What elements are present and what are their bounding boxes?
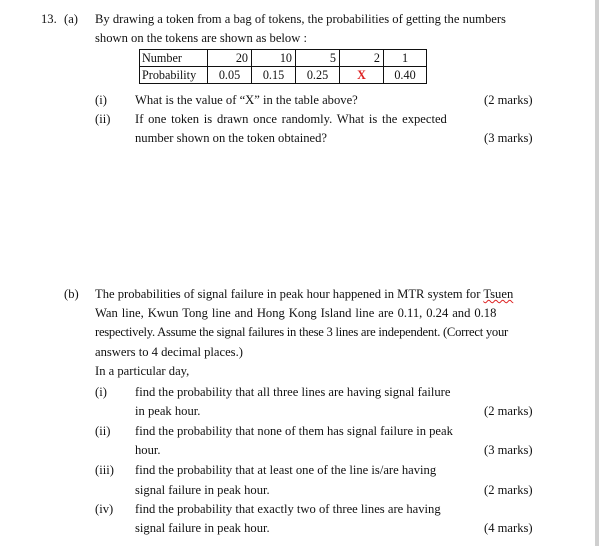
table-cell: 0.05: [208, 67, 252, 84]
part-b-iv-line2: signal failure in peak hour.: [135, 521, 270, 535]
part-b-iii-line1: find the probability that at least one of the line is/are having: [135, 463, 437, 477]
part-a-i-marks: (2 marks): [484, 93, 533, 107]
part-a-intro-line2: shown on the tokens are shown as below :: [95, 31, 307, 45]
table-cell: 5: [296, 50, 340, 67]
part-b-line4: answers to 4 decimal places.): [95, 345, 243, 359]
part-a-i-label: (i): [95, 93, 107, 107]
part-b-iii-marks: (2 marks): [484, 483, 533, 497]
part-b-line2: Wan line, Kwun Tong line and Hong Kong Island line are 0.11, 0.24 and 0.18: [95, 306, 497, 320]
table-header-number: Number: [140, 50, 208, 67]
part-a-intro-line1: By drawing a token from a bag of tokens, the probabilities of getting the numbers: [95, 12, 506, 26]
part-b-iii-label: (iii): [95, 463, 114, 477]
part-a-ii-marks: (3 marks): [484, 131, 533, 145]
part-b-ii-line1: find the probability that none of them has signal failure in peak: [135, 424, 453, 438]
table-cell-unknown-x: X: [340, 67, 384, 84]
part-b-ii-label: (ii): [95, 424, 111, 438]
part-b-line1-text: The probabilities of signal failure in peak hour happened in MTR system for: [95, 287, 484, 301]
table-cell: 0.40: [384, 67, 427, 84]
part-b-i-line2: in peak hour.: [135, 404, 201, 418]
part-b-line3: respectively. Assume the signal failures in these 3 lines are independent. (Correct your: [95, 325, 508, 339]
part-b-i-label: (i): [95, 385, 107, 399]
part-b-iii-line2: signal failure in peak hour.: [135, 483, 270, 497]
part-a-i-text: What is the value of “X” in the table above?: [135, 93, 358, 107]
table-header-probability: Probability: [140, 67, 208, 84]
part-b-i-line1: find the probability that all three lines are having signal failure: [135, 385, 451, 399]
table-cell: 0.25: [296, 67, 340, 84]
table-cell: 20: [208, 50, 252, 67]
part-b-label: (b): [64, 287, 79, 301]
part-b-iv-marks: (4 marks): [484, 521, 533, 535]
part-b-iv-line1: find the probability that exactly two of three lines are having: [135, 502, 441, 516]
page-edge: [595, 0, 599, 546]
part-a-ii-line2: number shown on the token obtained?: [135, 131, 328, 145]
part-a-ii-line1: If one token is drawn once randomly. What is the expected: [135, 112, 447, 126]
token-probability-table: [139, 49, 427, 84]
part-b-ii-marks: (3 marks): [484, 443, 533, 457]
part-a-ii-label: (ii): [95, 112, 111, 126]
part-b-i-marks: (2 marks): [484, 404, 533, 418]
misspelled-word: Tsuen: [483, 287, 514, 301]
table-cell: 10: [252, 50, 296, 67]
table-cell: 1: [384, 50, 427, 67]
question-number: 13.: [41, 12, 57, 26]
table-row-number: [140, 50, 427, 67]
table-row-probability: [140, 67, 427, 84]
part-a-label: (a): [64, 12, 78, 26]
part-b-line1: [95, 287, 513, 302]
part-b-iv-label: (iv): [95, 502, 114, 516]
table-cell: 2: [340, 50, 384, 67]
part-b-ii-line2: hour.: [135, 443, 161, 457]
table-cell: 0.15: [252, 67, 296, 84]
part-b-line5: In a particular day,: [95, 364, 190, 378]
